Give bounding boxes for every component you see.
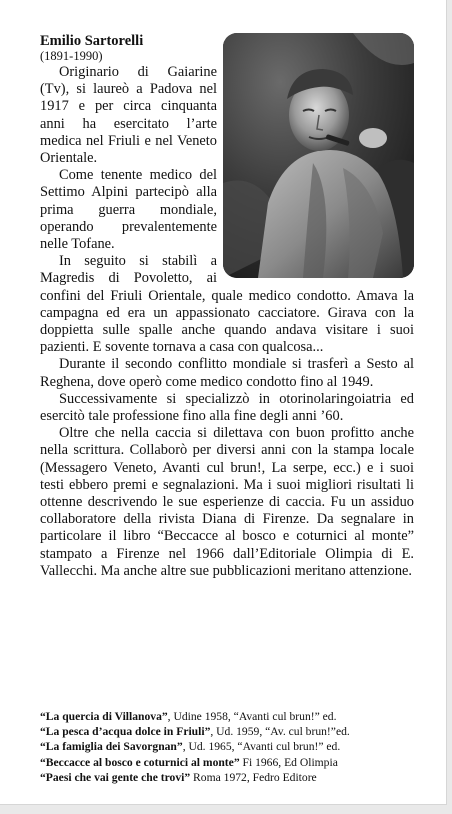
bibliography-item: “Beccacce al bosco e coturnici al monte” Fi 1966, Ed Olimpia bbox=[40, 755, 338, 769]
paragraph: Oltre che nella caccia si dilettava con buon profitto anche nella scrittura. Collaborò per diversi anni con la stampa locale (Messagero Veneto, Avanti cul brun!, La serpe, ecc.) e i suoi testi ebbero premi e segnalazioni. Ma i suoi migliori risultati li ottenne descrivendo le sue esperienze di caccia. Fu un assiduo collaboratore della rivista Diana di Firenze. Da segnalare in particolare il libro “Beccacce al bosco e coturnici al monte” stampato a Firenze nel 1966 dall’Editoriale Olimpia di E. Vallecchi. Ma anche altre sue pubblicazioni meritano attenzione. bbox=[40, 425, 414, 579]
bibliography-list bbox=[40, 709, 420, 785]
paragraph: Originario di Gaiarine (Tv), si laureò a Padova nel 1917 e per circa cinquanta anni ha esercitato l’arte medica nel Friuli e nel Veneto Orientale. bbox=[40, 64, 217, 167]
paragraph: Come tenente medico del Settimo Alpini partecipò alla prima guerra mondiale, operando prevalentemente nelle Tofane. bbox=[40, 167, 217, 253]
biography-article bbox=[40, 33, 414, 580]
paragraph: Successivamente si specializzò in otorinolaringoiatria ed esercitò tale professione fino alla fine degli anni ’60. bbox=[40, 390, 414, 425]
paragraph: In seguito si stabilì a Magredis di Povoletto, ai confini del Friuli Orientale, quale medico condotto. Amava la campagna ed era un appassionato cacciatore. Girava con la doppietta sulle spalle anche quando andava visitare i suoi pazienti. E sovente tornava a casa con qualcosa... bbox=[40, 253, 414, 356]
life-dates: (1891-1990) bbox=[40, 49, 103, 63]
person-name: Emilio Sartorelli bbox=[40, 33, 144, 49]
bibliography-item: “La pesca d’acqua dolce in Friuli”, Ud. 1959, “Av. cul brun!”ed. bbox=[40, 725, 350, 739]
bibliography-item: “La famiglia dei Savorgnan”, Ud. 1965, “Avanti cul brun!” ed. bbox=[40, 740, 341, 754]
bibliography-item: “Paesi che vai gente che trovi” Roma 1972, Fedro Editore bbox=[40, 770, 317, 784]
portrait-photo bbox=[223, 33, 414, 278]
bibliography-item: “La quercia di Villanova”, Udine 1958, “Avanti cul brun!” ed. bbox=[40, 710, 337, 723]
paragraph: Durante il secondo conflitto mondiale si trasferì a Sesto al Reghena, dove operò come medico condotto fino al 1949. bbox=[40, 356, 414, 390]
